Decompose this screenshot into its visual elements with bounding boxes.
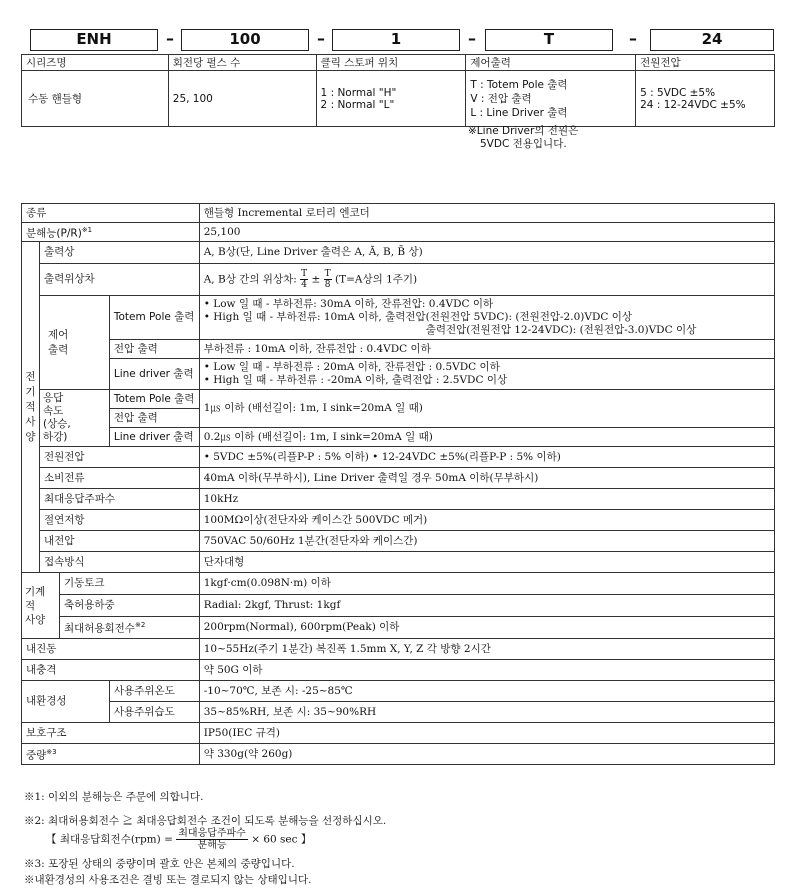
connection-label: 접속방식 (39, 552, 199, 573)
power-option: 5 : 5VDC ±5% (640, 86, 716, 99)
code-dash: – (468, 29, 476, 48)
weight-label: 중량$^{※3}$ (22, 744, 200, 765)
dielectric-label: 내전압 (39, 531, 199, 552)
response-totem-voltage-value: 1㎲ 이하 (배선길이: 1m, I sink=20mA 일 때) (199, 390, 774, 428)
consumption-label: 소비전류 (39, 468, 199, 489)
shock-value: 약 50G 이하 (199, 660, 774, 681)
phase-diff-value: A, B상 간의 위상차: $\frac{T}{4}$ ± $\frac{T}{8}$ (T=A상의 1주기) (199, 264, 774, 296)
consumption-value: 40mA 이하(무부하시), Line Driver 출력일 경우 50mA 이하(무부하시) (199, 468, 774, 489)
spec-table (21, 203, 775, 765)
resolution-value: 25,100 (199, 223, 774, 242)
type-value: 핸들형 Incremental 로터리 엔코더 (199, 204, 774, 223)
click-option: 2 : Normal "L" (320, 98, 395, 111)
protection-label: 보호구조 (22, 723, 200, 744)
header-pulses: 회전당 펄스 수 (168, 55, 316, 71)
type-label: 종류 (22, 204, 200, 223)
power-voltage-value: • 5VDC ±5%(리플P-P : 5% 이하) • 12-24VDC ±5%(리플P-P : 5% 이하) (199, 447, 774, 468)
header-click: 클릭 스토퍼 위치 (316, 55, 466, 71)
ambient-temp-label: 사용주위온도 (109, 681, 199, 702)
totem-pole-label: Totem Pole 출력 (109, 296, 199, 340)
output-phase-value: A, B상(단, Line Driver 출력은 A, Ā, B, B̄ 상) (199, 242, 774, 264)
totem-pole-value: • Low 일 때 - 부하전류: 30mA 이하, 잔류전압: 0.4VDC 이하 • High 일 때 - 부하전류: 10mA 이하, 출력전압(전원전압 5VDC): (전원전압-2.0)VDC 이상 출력전압(전원전압 12-24VDC): (전원전압-3.0)VDC 이상 (199, 296, 774, 340)
line-driver-note: ※Line Driver의 전원은 5VDC 전용입니다. (468, 125, 579, 150)
max-freq-label: 최대응답주파수 (39, 489, 199, 510)
line-driver-label: Line driver 출력 (109, 359, 199, 390)
max-rpm-label: 최대허용회전수$^{※2}$ (59, 617, 199, 639)
code-dash: – (166, 29, 174, 48)
pulses-value: 25, 100 (168, 71, 316, 127)
power-value (636, 71, 775, 127)
max-freq-value: 10kHz (199, 489, 774, 510)
ordering-table (21, 54, 775, 127)
weight-value: 약 330g(약 260g) (199, 744, 774, 765)
footnote-3: ※3: 포장된 상태의 중량이며 괄호 안은 본체의 중량입니다. (24, 858, 295, 870)
output-phase-label: 출력상 (39, 242, 199, 264)
dielectric-value: 750VAC 50/60Hz 1분간(전단자와 케이스간) (199, 531, 774, 552)
response-line-label: Line driver 출력 (109, 428, 199, 447)
response-voltage-label: 전압 출력 (109, 409, 199, 428)
voltage-output-value: 부하전류 : 10mA 이하, 잔류전압 : 0.4VDC 이하 (199, 340, 774, 359)
footnote-environment: ※내환경성의 사용조건은 결빙 또는 결로되지 않는 상태입니다. (24, 874, 312, 886)
shaft-load-label: 축허용하중 (59, 595, 199, 617)
response-line-value: 0.2㎲ 이하 (배선길이: 1m, I sink=20mA 일 때) (199, 428, 774, 447)
max-rpm-value: 200rpm(Normal), 600rpm(Peak) 이하 (199, 617, 774, 639)
resolution-label: 분해능$(P/R)^{※1}$ (22, 223, 200, 242)
output-option: V : 전압 출력 (470, 92, 532, 105)
shaft-load-value: Radial: 2kgf, Thrust: 1kgf (199, 595, 774, 617)
code-dash: – (317, 29, 325, 48)
protection-value: IP50(IEC 규격) (199, 723, 774, 744)
code-dash: – (629, 29, 637, 48)
connection-value: 단자대형 (199, 552, 774, 573)
code-click-box: 1 (332, 29, 460, 51)
click-value (316, 71, 466, 127)
vibration-label: 내진동 (22, 639, 200, 660)
ambient-humidity-value: 35~85%RH, 보존 시: 35~90%RH (199, 702, 774, 723)
vibration-value: 10~55Hz(주기 1분간) 복진폭 1.5mm X, Y, Z 각 방향 2시간 (199, 639, 774, 660)
shock-label: 내충격 (22, 660, 200, 681)
ambient-humidity-label: 사용주위습도 (109, 702, 199, 723)
power-option: 24 : 12-24VDC ±5% (640, 98, 746, 111)
series-value: 수동 핸들형 (22, 71, 169, 127)
click-option: 1 : Normal "H" (320, 86, 397, 99)
response-speed-label: 응답 속도 (상승, 하강) (39, 390, 109, 447)
electrical-spec-label: 전 기 적 사 양 (22, 242, 40, 573)
insulation-value: 100MΩ이상(전단자와 케이스간 500VDC 메거) (199, 510, 774, 531)
power-voltage-label: 전원전압 (39, 447, 199, 468)
torque-label: 기동토크 (59, 573, 199, 595)
header-series: 시리즈명 (22, 55, 169, 71)
output-option: T : Totem Pole 출력 (470, 78, 568, 91)
code-output-box: T (485, 29, 613, 51)
output-option: L : Line Driver 출력 (470, 106, 568, 119)
insulation-label: 절연저항 (39, 510, 199, 531)
rpm-formula: 【 최대응답회전수(rpm) = 최대응답주파수 분해능 × 60 sec 】 (46, 828, 312, 851)
header-power: 전원전압 (636, 55, 775, 71)
control-output-label: 제어 출력 (39, 296, 109, 390)
phase-diff-label: 출력위상차 (39, 264, 199, 296)
voltage-output-label: 전압 출력 (109, 340, 199, 359)
output-value (466, 71, 636, 127)
header-output: 제어출력 (466, 55, 636, 71)
code-series-box: ENH (30, 29, 158, 51)
line-driver-value: • Low 일 때 - 부하전류 : 20mA 이하, 잔류전압 : 0.5VDC 이하 • High 일 때 - 부하전류 : -20mA 이하, 출력전압 : 2.5VDC 이상 (199, 359, 774, 390)
code-power-box: 24 (650, 29, 774, 51)
response-totem-label: Totem Pole 출력 (109, 390, 199, 409)
footnote-1: ※1: 이외의 분해능은 주문에 의합니다. (24, 791, 204, 803)
code-pulse-box: 100 (181, 29, 309, 51)
environment-label: 내환경성 (22, 681, 110, 723)
footnote-2: ※2: 최대허용회전수 ≧ 최대응답회전수 조건이 되도록 분해능을 선정하십시오. (24, 815, 387, 827)
ambient-temp-value: -10~70℃, 보존 시: -25~85℃ (199, 681, 774, 702)
mechanical-spec-label: 기계적 사양 (22, 573, 60, 639)
torque-value: 1kgf·cm(0.098N·m) 이하 (199, 573, 774, 595)
